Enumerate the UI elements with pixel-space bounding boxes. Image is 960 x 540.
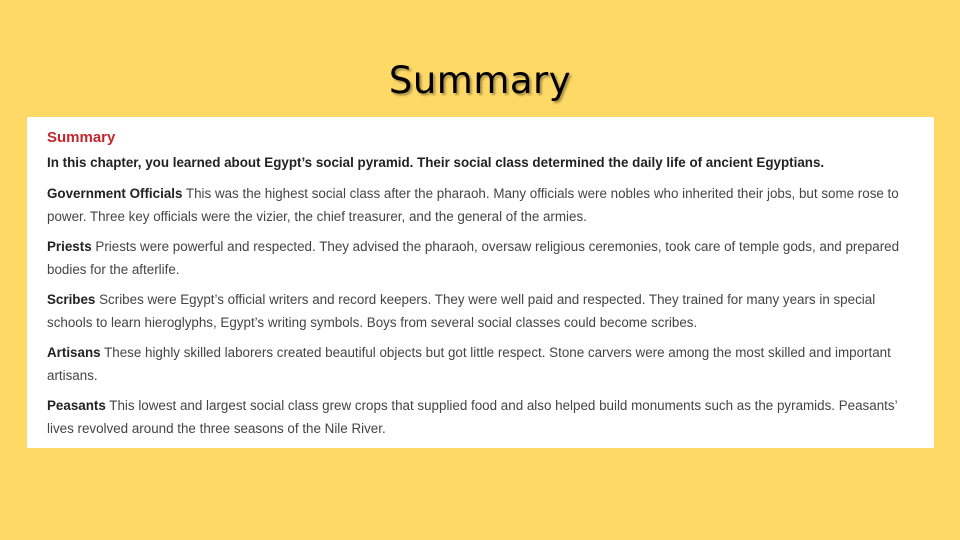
- entry-text: Priests were powerful and respected. They advised the pharaoh, oversaw religious ceremonies, took care of temple gods, and prepared bodies for the afterlife.: [47, 239, 900, 277]
- entry-term: Scribes: [47, 292, 96, 307]
- entry-priests: [47, 235, 920, 281]
- entry-text: These highly skilled laborers created beautiful objects but got little respect. Stone carvers were among the most skilled and important artisans.: [47, 345, 891, 383]
- entry-text: This lowest and largest social class grew crops that supplied food and also helped build monuments such as the pyramids. Peasants’ lives revolved around the three seasons of the Nile River.: [47, 398, 898, 436]
- entry-artisans: [47, 341, 920, 387]
- entry-text: Scribes were Egypt’s official writers and record keepers. They were well paid and respected. They trained for many years in special schools to learn hieroglyphs, Egypt’s writing symbols. Boys from several social classes could become scribes.: [47, 292, 876, 330]
- entry-term: Peasants: [47, 398, 106, 413]
- entry-text: This was the highest social class after the pharaoh. Many officials were nobles who inherited their jobs, but some rose to power. Three key officials were the vizier, the chief treasurer, and the general of the armies.: [47, 186, 899, 224]
- entry-term: Government Officials: [47, 186, 183, 201]
- entry-term: Artisans: [47, 345, 101, 360]
- intro-text: In this chapter, you learned about Egypt’s social pyramid. Their social class determined the daily life of ancient Egyptians.: [47, 155, 825, 170]
- entry-government-officials: [47, 182, 920, 228]
- entry-peasants: [47, 394, 920, 440]
- summary-panel: [27, 117, 934, 448]
- panel-heading: Summary: [47, 129, 116, 146]
- slide-title: Summary: [388, 59, 572, 102]
- entry-scribes: [47, 288, 920, 334]
- entry-term: Priests: [47, 239, 92, 254]
